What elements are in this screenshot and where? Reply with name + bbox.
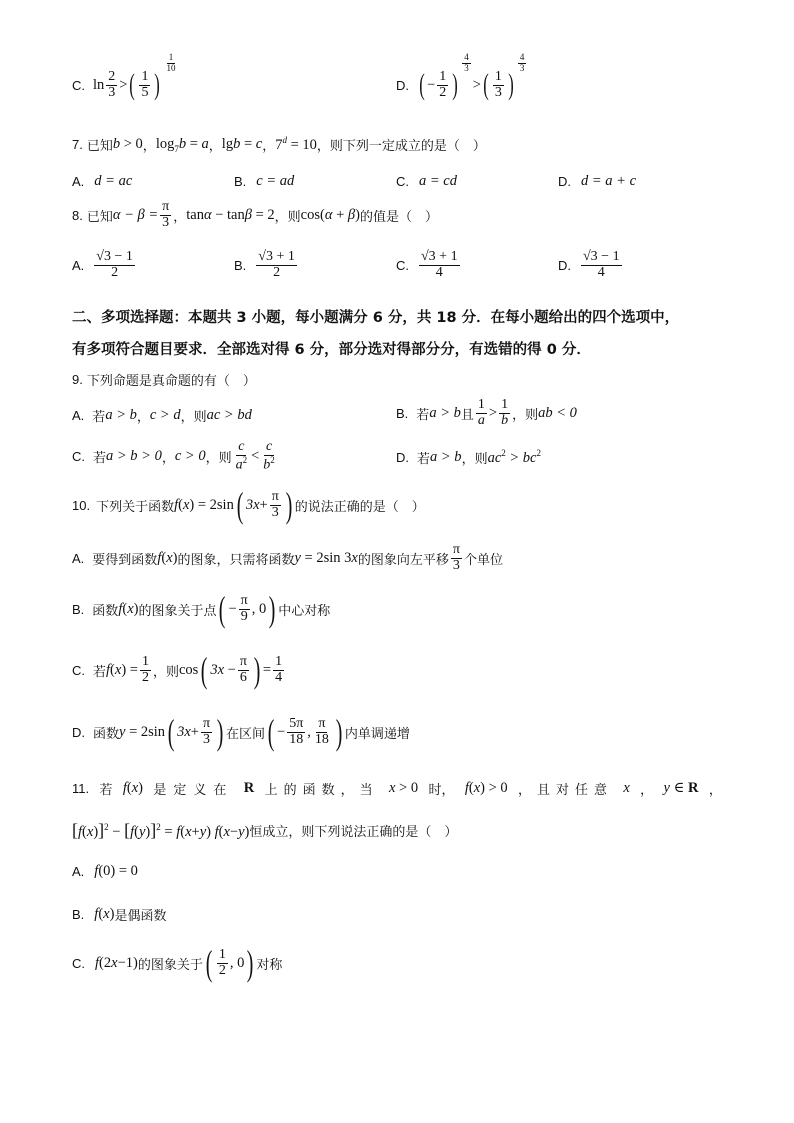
option-label: A. (72, 174, 85, 189)
option-text: 若 (93, 451, 107, 467)
comma: ， (640, 783, 654, 798)
math: f(x) = (106, 661, 138, 678)
q11-stem-line1 (72, 779, 722, 798)
fraction: $\frac{\pi}{18}$ (314, 716, 329, 747)
option-expr: a = cd (419, 173, 457, 189)
section-heading-line1: 二、多项选择题：本题共 3 小题，每小题满分 6 分，共 18 分．在每小题给出的四个选项中， (72, 310, 680, 326)
math: lgb = c (221, 136, 263, 152)
stem-text: 时， (428, 783, 455, 798)
math: f(x) = 2sin (174, 496, 234, 513)
exponent: $\frac{4}{3}$ (519, 52, 525, 73)
math: cos (178, 661, 199, 678)
q9-option-b (396, 398, 577, 428)
paren: ) (253, 649, 261, 690)
question-number: 8. (72, 207, 83, 223)
option-expr: d = ac (94, 173, 133, 189)
math: x > 0 (388, 780, 419, 796)
option-label: D. (558, 257, 571, 273)
paren: ( (129, 68, 136, 102)
option-text: 函数 (92, 603, 119, 619)
math: a > b (429, 404, 461, 421)
q9-option-d (396, 448, 541, 467)
option-text: ，则 (180, 410, 207, 425)
stem-text: ，且对任意 (518, 783, 614, 798)
option-text: 若 (93, 664, 107, 680)
lt-sign: < (251, 448, 260, 465)
option-label: B. (234, 257, 247, 273)
minus: − (427, 76, 436, 93)
section-heading-line2: 有多项符合题目要求．全部选对得 6 分，部分选对得部分分，有选错的得 0 分． (72, 342, 591, 358)
paren: ) (154, 68, 161, 102)
stem-text: 的说法正确的是（ ） (294, 499, 425, 515)
paren: ) (508, 68, 514, 102)
fraction: $\frac{√3 + 1}{4}$ (421, 249, 458, 280)
stem-text: 已知 (86, 209, 113, 225)
fraction: $\frac{1}{a}$ (477, 397, 485, 428)
math: c > d (149, 407, 181, 423)
stem-text: 上的函数，当 (264, 783, 379, 798)
comma: ， (173, 209, 187, 225)
math: ac > bd (206, 407, 252, 423)
paren: ( (201, 649, 208, 690)
stem-text: 若 (99, 783, 113, 798)
option-text: 的图象关于 (137, 957, 203, 973)
comma: , (307, 723, 311, 740)
q7-stem (72, 135, 486, 154)
q11-stem-line2 (72, 820, 457, 841)
option-label: B. (72, 907, 85, 922)
q7-option-b (234, 173, 294, 190)
math: 3x − (210, 661, 236, 678)
option-label: B. (234, 174, 247, 189)
fraction: $\frac{\pi}{3}$ (202, 716, 211, 747)
q7-option-a (72, 173, 132, 190)
fraction: $\frac{\pi}{3}$ (162, 199, 170, 230)
option-text: ，则 (152, 664, 179, 680)
option-text: 在区间 (226, 726, 266, 742)
option-label: C. (72, 77, 85, 93)
option-text: 的图象，只需将函数 (177, 552, 295, 568)
option-text: 要得到函数 (92, 552, 158, 568)
option-label: A. (72, 550, 85, 566)
math: cos(α + β) (300, 206, 360, 223)
option-label: C. (72, 955, 85, 971)
question-number: 11. (72, 781, 90, 796)
q6-option-d (396, 52, 528, 102)
option-label: C. (72, 662, 85, 678)
q10-option-a (72, 543, 503, 573)
option-label: B. (396, 405, 409, 421)
question-number: 10. (72, 497, 91, 513)
math: f(x) (94, 906, 115, 922)
q10-option-d (72, 711, 410, 752)
question-number: 9. (72, 372, 83, 387)
option-text: ，则 (205, 451, 232, 467)
math: f(x) (157, 549, 178, 566)
fraction: $\frac{1}{5}$ (141, 69, 149, 100)
q7-option-d (558, 173, 636, 190)
comma: ， (208, 139, 222, 154)
option-label: D. (396, 77, 409, 93)
math: c > 0 (174, 448, 206, 465)
option-text: ，则 (461, 452, 488, 467)
math: tanα − tanβ = 2 (186, 206, 275, 223)
fraction: $\frac{\pi}{3}$ (271, 489, 279, 520)
question-number: 7. (72, 137, 83, 152)
q10-option-b (72, 588, 331, 629)
math-ln: ln (93, 76, 105, 93)
q10-stem (72, 484, 425, 525)
q8-option-d (558, 250, 624, 280)
math: f(x) (118, 600, 139, 617)
paren: ) (216, 711, 224, 752)
option-text: 内单调递增 (344, 726, 410, 742)
q8-option-b (234, 250, 299, 280)
fraction: $\frac{c}{b^2}$ (263, 439, 275, 473)
comma: ， (161, 451, 175, 467)
math: a > b > 0 (106, 448, 162, 465)
stem-text: 下列关于函数 (96, 499, 175, 515)
math: a > b (430, 449, 462, 465)
math-set-R: R (243, 780, 255, 796)
fraction: $\frac{√3 - 1}{4}$ (583, 249, 620, 280)
stem-text: 恒成立，则下列说法正确的是（ ） (249, 825, 458, 840)
paren: ) (285, 484, 293, 525)
paren: ( (205, 942, 213, 983)
fraction: $\frac{\pi}{9}$ (240, 593, 248, 624)
exponent: $\frac{1}{10}$ (166, 52, 176, 73)
math: f(2x−1) (95, 954, 138, 971)
fraction: $\frac{5\pi}{18}$ (289, 716, 304, 747)
option-text: 的图象向左平移 (357, 552, 449, 568)
comma: ， (142, 139, 156, 154)
comma: ， (262, 139, 276, 154)
paren: ( (419, 68, 425, 102)
math: y = 2sin 3x (294, 549, 358, 566)
option-text: 是偶函数 (114, 909, 167, 924)
fraction: $\frac{1}{2}$ (218, 947, 226, 978)
option-text: 对称 (256, 957, 283, 973)
q8-option-c (396, 250, 462, 280)
math: > 0 (120, 136, 143, 152)
comma: ， (136, 410, 150, 425)
math: 3x+ (177, 723, 199, 740)
equals: = (262, 661, 272, 678)
gt-sign: > (119, 76, 128, 93)
math: , 0 (251, 600, 267, 617)
minus: − (228, 600, 237, 617)
math: , 0 (229, 954, 245, 971)
math: $\log_7b = a$ (155, 135, 209, 154)
option-expr: c = ad (256, 173, 295, 189)
stem-text: 已知 (86, 139, 113, 154)
paren: ( (219, 588, 226, 629)
fraction: $\frac{\pi}{3}$ (452, 542, 460, 573)
fraction: $\frac{1}{4}$ (275, 654, 283, 685)
option-text: 若 (92, 410, 106, 425)
paren: ) (268, 588, 276, 629)
option-text: 若 (416, 407, 430, 423)
fraction: $\frac{c}{a^2}$ (235, 439, 248, 473)
stem-text: ，则 (274, 209, 301, 225)
stem-text: 的值是（ ） (359, 209, 438, 225)
fraction: $\frac{1}{3}$ (494, 69, 502, 100)
math: b (112, 136, 121, 152)
option-text: 且 (460, 407, 474, 423)
option-label: C. (396, 257, 409, 273)
math: a > b (105, 407, 137, 423)
q10-option-c (72, 649, 286, 690)
fraction: $\frac{√3 - 1}{2}$ (96, 249, 133, 280)
fraction: $\frac{1}{2}$ (439, 69, 447, 100)
option-label: A. (72, 864, 85, 879)
option-label: A. (72, 408, 85, 423)
fraction: $\frac{1}{b}$ (501, 397, 509, 428)
paren: ( (483, 68, 489, 102)
math: f(x) > 0 (464, 780, 508, 796)
math: $ac^2 > bc^2$ (487, 448, 541, 466)
math: $[f(x)]^2 - [f(y)]^2 = f(x+y)$ f(x−y) (72, 820, 250, 840)
math: f(0) = 0 (94, 863, 138, 879)
minus: − (277, 723, 286, 740)
stem-text: 是定义在 (153, 783, 234, 798)
math: ab < 0 (538, 404, 577, 421)
option-label: A. (72, 257, 85, 273)
option-label: D. (558, 174, 571, 189)
fraction: $\frac{√3 + 1}{2}$ (258, 249, 295, 280)
paren: ( (167, 711, 175, 752)
option-text: 函数 (93, 726, 120, 742)
stem-text: 下列命题是真命题的有（ ） (86, 374, 256, 389)
option-expr: d = a + c (581, 173, 637, 189)
q11-option-a (72, 863, 138, 880)
option-text: 若 (417, 452, 431, 467)
option-label: D. (72, 724, 85, 740)
option-label: D. (396, 450, 409, 465)
q8-option-a (72, 250, 137, 280)
fraction: $\frac{\pi}{6}$ (239, 654, 247, 685)
paren: ) (452, 68, 458, 102)
gt-sign: > (488, 404, 498, 421)
q9-stem (72, 370, 256, 389)
fraction: $\frac{1}{2}$ (141, 654, 149, 685)
math: f(x) (122, 780, 143, 796)
option-label: B. (72, 601, 85, 617)
q7-option-c (396, 173, 457, 190)
paren: ) (247, 942, 254, 983)
option-label: C. (396, 174, 409, 189)
option-text: 个单位 (463, 552, 503, 568)
q6-option-c (72, 52, 179, 102)
paren: ) (335, 711, 343, 752)
math: y ∈ R (663, 780, 699, 796)
q9-option-a (72, 406, 252, 425)
paren: ( (267, 711, 275, 752)
q11-option-b (72, 905, 166, 924)
math: α − β = (112, 206, 159, 223)
gt-sign: > (472, 76, 481, 93)
stem-text: ，则下列一定成立的是（ ） (316, 139, 486, 154)
paren: ( (236, 484, 244, 525)
q8-stem (72, 200, 438, 230)
option-text: 的图象关于点 (138, 603, 217, 619)
fraction: $\frac{2}{3}$ (108, 69, 116, 100)
q11-option-c (72, 942, 283, 983)
math: x (623, 780, 630, 796)
option-text: 中心对称 (278, 603, 331, 619)
q9-option-c (72, 440, 279, 473)
exponent: $\frac{4}{3}$ (464, 52, 469, 73)
math: y = 2sin (119, 723, 166, 740)
math: $7^d = 10$ (275, 135, 317, 153)
option-label: C. (72, 449, 85, 465)
math: 3x+ (245, 496, 268, 513)
option-text: ，则 (512, 407, 539, 423)
comma: ， (708, 783, 722, 798)
